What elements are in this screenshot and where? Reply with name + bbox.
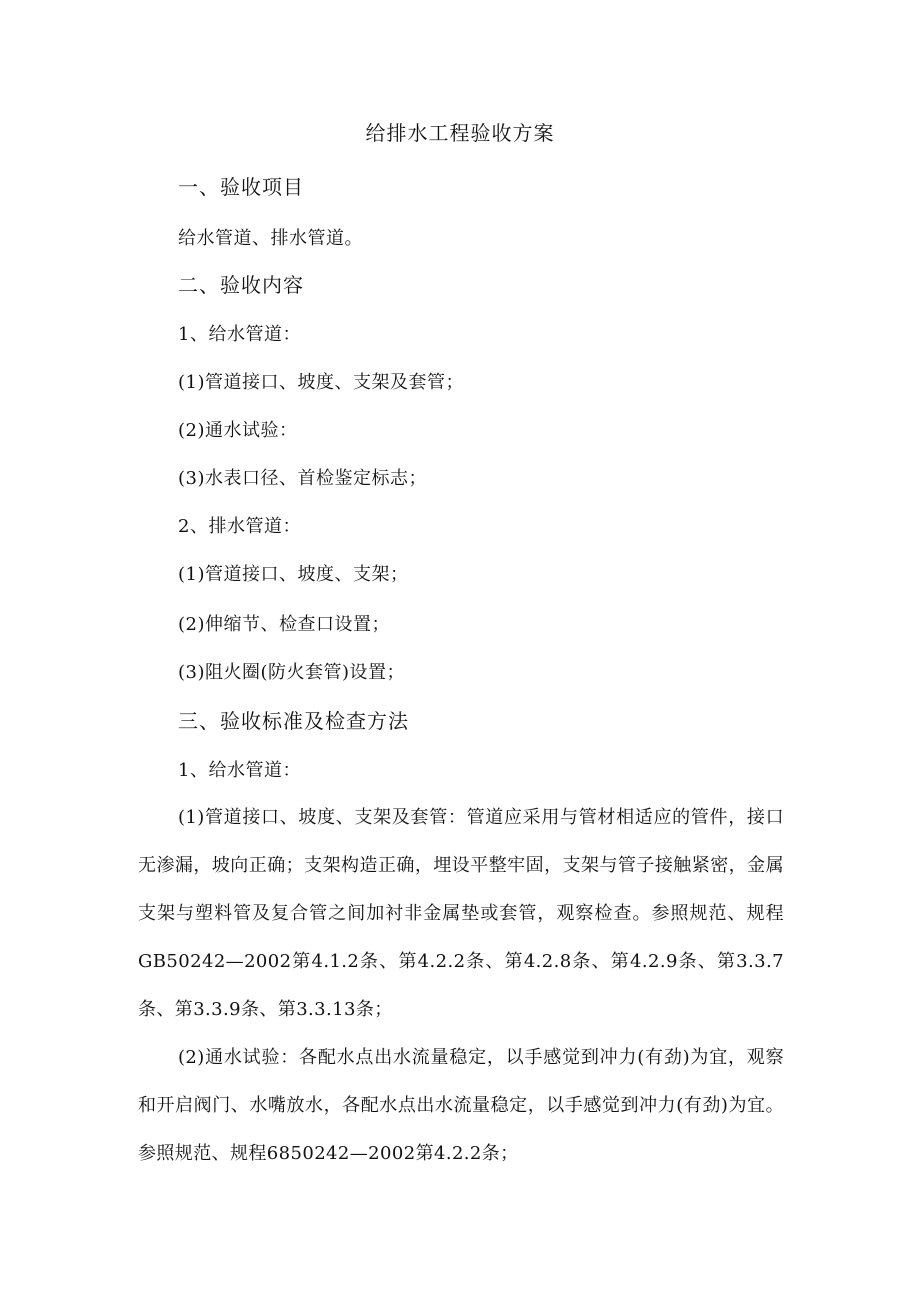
section-2-drainage-item-2: (2)伸缩节、检查口设置； — [178, 614, 390, 635]
section-2-heading: 二、验收内容 — [178, 273, 304, 297]
section-3-water-supply-label: 1、给水管道： — [178, 760, 301, 781]
section-3-heading: 三、验收标准及检查方法 — [178, 709, 409, 733]
section-2-drainage-item-3: (3)阻火圈(防火套管)设置； — [178, 662, 406, 683]
document-title: 给排水工程验收方案 — [365, 121, 555, 145]
section-3-paragraph-2: (2)通水试验：各配水点出水流量稳定，以手感觉到冲力(有劲)为宜，观察和开启阀门、水嘴放水，各配水点出水流量稳定，以手感觉到冲力(有劲)为宜。参照规范、规程6850242—2002第4.2.2条； — [138, 1047, 784, 1164]
section-2-water-supply-label: 1、给水管道： — [178, 324, 301, 345]
section-2-drainage-label: 2、排水管道： — [178, 516, 301, 537]
section-1-text: 给水管道、排水管道。 — [178, 228, 363, 249]
section-3-paragraph-1: (1)管道接口、坡度、支架及套管：管道应采用与管材相适应的管件，接口无渗漏，坡向正确；支架构造正确，埋设平整牢固，支架与管子接触紧密，金属支架与塑料管及复合管之间加衬非金属垫或套管，观察检查。参照规范、规程GB50242—2002第4.1.2条、第4.2.2条、第4.2.8条、第4.2.9条、第3.3.7条、第3.3.9条、第3.3.13条； — [138, 807, 784, 1020]
section-2-water-supply-item-2: (2)通水试验： — [178, 420, 298, 441]
section-2-water-supply-item-1: (1)管道接口、坡度、支架及套管； — [178, 372, 464, 393]
section-2-drainage-item-1: (1)管道接口、坡度、支架； — [178, 564, 409, 585]
section-2-water-supply-item-3: (3)水表口径、首检鉴定标志； — [178, 468, 427, 489]
section-1-heading: 一、验收项目 — [178, 175, 304, 199]
